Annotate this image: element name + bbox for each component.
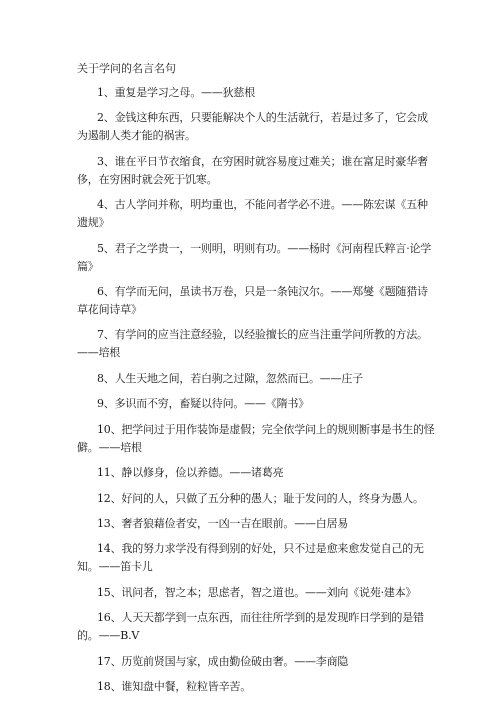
quote-item: 18、谁知盘中餐，粒粒皆辛苦。 xyxy=(97,680,251,693)
quote-item: 14、我的努力求学没有得到别的好处，只不过是愈来愈发觉自己的无知。——笛卡儿 xyxy=(77,542,424,573)
quote-item: 9、多识而不穷，畜疑以待问。——《隋书》 xyxy=(97,397,309,410)
quote-item: 15、讯问者，智之本；思虑者，智之道也。——刘向《说苑·建本》 xyxy=(97,586,417,599)
quote-item: 4、古人学问并称，明均重也，不能问者学必不进。——陈宏谋《五种遗规》 xyxy=(77,198,428,229)
quote-item: 11、静以修身，俭以养德。——诸葛亮 xyxy=(97,466,284,479)
quote-item: 16、人天天都学到一点东西，而往往所学到的是发现昨日学到的是错的。——B.V xyxy=(77,611,424,642)
quote-item: 1、重复是学习之母。——狄慈根 xyxy=(97,86,255,99)
quote-item: 5、君子之学贵一，一则明，明则有功。——杨时《河南程氏粹言·论学篇》 xyxy=(77,242,432,273)
quote-item: 17、历览前贤国与家，成由勤俭破由奢。——李商隐 xyxy=(97,655,349,668)
quote-item: 6、有学而无问，虽读书万卷，只是一条钝汉尔。——郑燮《题随猎诗草花间诗草》 xyxy=(77,285,428,316)
quote-item: 3、谁在平日节衣缩食，在穷困时就容易度过难关；谁在富足时豪华奢侈，在穷困时就会死于饥寒。 xyxy=(77,155,428,186)
quote-item: 7、有学问的应当注意经验，以经验擅长的应当注重学问所教的方法。——培根 xyxy=(77,328,428,359)
document-title: 关于学问的名言名句 xyxy=(77,62,176,75)
quote-item: 8、人生天地之间，若白驹之过隙，忽然而已。——庄子 xyxy=(97,372,363,385)
quote-item: 10、把学问过于用作装饰是虚假；完全依学问上的规则断事是书生的怪僻。——培根 xyxy=(77,423,435,454)
quote-item: 12、好问的人，只做了五分种的愚人；耻于发问的人，终身为愚人。 xyxy=(97,492,424,505)
quote-item: 13、奢者狼藉俭者安，一凶一吉在眼前。——白居易 xyxy=(97,517,349,530)
quote-item: 2、金钱这种东西，只要能解决个人的生活就行，若是过多了，它会成为遏制人类才能的祸害。 xyxy=(77,111,428,142)
